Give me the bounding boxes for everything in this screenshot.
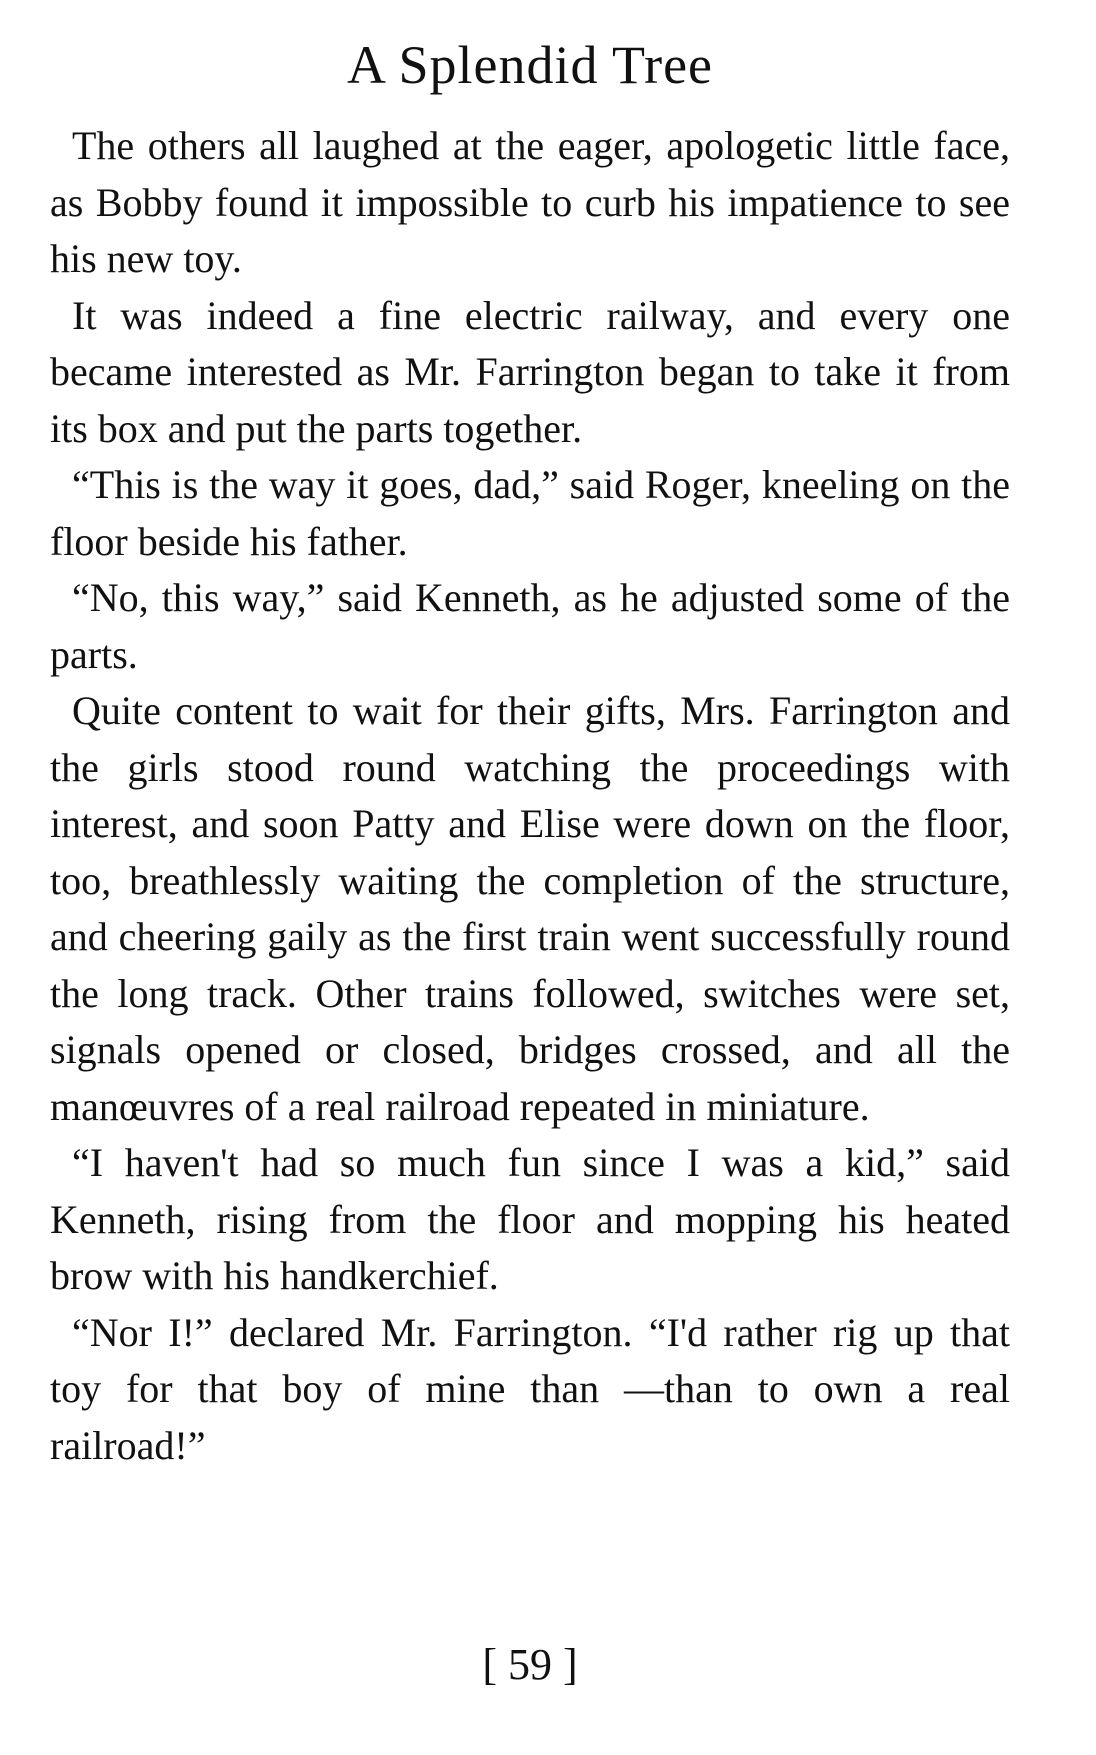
page-number: [ 59 ] bbox=[482, 1640, 578, 1689]
running-head: A Splendid Tree bbox=[346, 35, 714, 95]
paragraph: “This is the way it goes, dad,” said Roger, kneeling on the floor beside his father. bbox=[50, 462, 1010, 564]
paragraph: “Nor I!” declared Mr. Farrington. “I'd rather rig up that toy for that boy of mine than —than to own a real railroad!” bbox=[50, 1309, 1010, 1468]
paragraph: The others all laughed at the eager, apologetic little face, as Bobby found it impossible to curb his impatience to see his new toy. bbox=[50, 123, 1010, 281]
paragraph: Quite content to wait for their gifts, Mrs. Farrington and the girls stood round watching the proceedings with interest, and soon Patty and Elise were down on the floor, too, breathlessly waiting the completion of the structure, and cheering gaily as the first train went successfully round the long track. Other trains followed, switches were set, signals opened or closed, bridges crossed, and all the manœuvres of a real railroad repeated in miniature. bbox=[50, 688, 1010, 1129]
paragraph: “No, this way,” said Kenneth, as he adjusted some of the parts. bbox=[50, 575, 1010, 677]
body-text bbox=[50, 118, 1010, 1474]
paragraph: “I haven't had so much fun since I was a kid,” said Kenneth, rising from the floor and mopping his heated brow with his handkerchief. bbox=[50, 1140, 1010, 1298]
paragraph: It was indeed a fine electric railway, and every one became interested as Mr. Farrington began to take it from its box and put the parts together. bbox=[50, 292, 1010, 451]
book-page bbox=[50, 30, 1010, 1730]
